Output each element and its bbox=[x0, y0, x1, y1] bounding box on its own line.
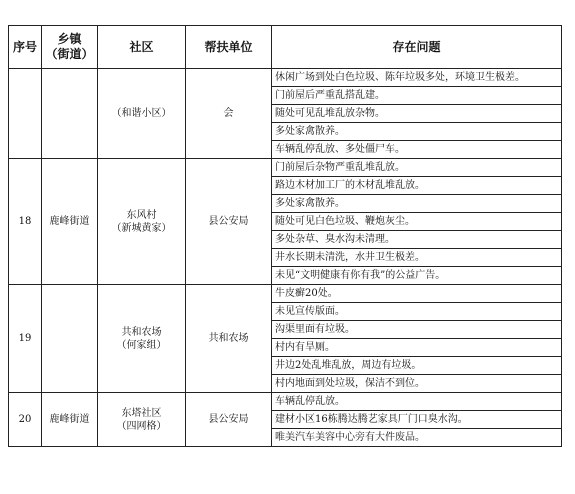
issue-cell: 随处可见白色垃圾、鞭炮灰尘。 bbox=[272, 213, 562, 231]
issue-cell: 井水长期未清洗，水井卫生极差。 bbox=[272, 249, 562, 267]
town-cell bbox=[42, 285, 98, 393]
issue-cell: 村内有旱厕。 bbox=[272, 339, 562, 357]
unit-cell: 县公安局 bbox=[186, 393, 272, 447]
community-cell bbox=[98, 393, 186, 447]
community-cell bbox=[98, 69, 186, 159]
header-town-line2: （街道） bbox=[45, 47, 94, 61]
header-community: 社区 bbox=[98, 26, 186, 69]
town-cell: 鹿峰街道 bbox=[42, 393, 98, 447]
table-row bbox=[9, 285, 562, 303]
unit-cell: 会 bbox=[186, 69, 272, 159]
issue-cell: 随处可见乱堆乱放杂物。 bbox=[272, 105, 562, 123]
community-name: 共和农场 bbox=[121, 326, 162, 338]
header-issues: 存在问题 bbox=[272, 26, 562, 69]
header-seq: 序号 bbox=[9, 26, 42, 69]
community-subarea: （何家组） bbox=[116, 339, 167, 351]
community-name: 东塔社区 bbox=[121, 407, 162, 419]
seq-cell: 19 bbox=[9, 285, 42, 393]
issue-cell: 未见宣传版面。 bbox=[272, 303, 562, 321]
issue-cell: 多处家禽散养。 bbox=[272, 195, 562, 213]
header-row bbox=[9, 26, 562, 69]
header-town bbox=[42, 26, 98, 69]
table-row bbox=[9, 69, 562, 87]
town-cell bbox=[42, 69, 98, 159]
issue-cell: 未见“文明健康有你有我”的公益广告。 bbox=[272, 267, 562, 285]
issue-cell: 门前屋后杂物严重乱堆乱放。 bbox=[272, 159, 562, 177]
unit-cell: 共和农场 bbox=[186, 285, 272, 393]
issue-cell: 沟渠里面有垃圾。 bbox=[272, 321, 562, 339]
unit-cell: 县公安局 bbox=[186, 159, 272, 285]
community-subarea: （四网格） bbox=[116, 420, 167, 432]
community-cell bbox=[98, 159, 186, 285]
issue-cell: 多处家禽散养。 bbox=[272, 123, 562, 141]
issues-table bbox=[8, 25, 562, 447]
table-row bbox=[9, 159, 562, 177]
issue-cell: 建材小区16栋腾达腾艺家具厂门口臭水沟。 bbox=[272, 411, 562, 429]
community-cell bbox=[98, 285, 186, 393]
table-row bbox=[9, 393, 562, 411]
issue-cell: 路边木材加工厂的木材乱堆乱放。 bbox=[272, 177, 562, 195]
seq-cell bbox=[9, 69, 42, 159]
header-town-line1: 乡镇 bbox=[57, 32, 82, 46]
community-name: 东风村 bbox=[126, 209, 157, 221]
issue-cell: 牛皮癣20处。 bbox=[272, 285, 562, 303]
seq-cell: 20 bbox=[9, 393, 42, 447]
issue-cell: 门前屋后严重乱搭乱建。 bbox=[272, 87, 562, 105]
community-subarea: （新城黄家） bbox=[111, 222, 172, 234]
header-unit: 帮扶单位 bbox=[186, 26, 272, 69]
issue-cell: 车辆乱停乱放。 bbox=[272, 393, 562, 411]
town-cell: 鹿峰街道 bbox=[42, 159, 98, 285]
issue-cell: 车辆乱停乱放、多处僵尸车。 bbox=[272, 141, 562, 159]
issue-cell: 多处杂草、臭水沟未清理。 bbox=[272, 231, 562, 249]
seq-cell: 18 bbox=[9, 159, 42, 285]
community-name: （和谐小区） bbox=[111, 108, 172, 119]
issue-cell: 唯美汽车美容中心旁有大件废品。 bbox=[272, 429, 562, 447]
issue-cell: 村内地面到处垃圾，保洁不到位。 bbox=[272, 375, 562, 393]
issue-cell: 井边2处乱堆乱放，周边有垃圾。 bbox=[272, 357, 562, 375]
issue-cell: 休闲广场到处白色垃圾、陈年垃圾多处，环境卫生极差。 bbox=[272, 69, 562, 87]
